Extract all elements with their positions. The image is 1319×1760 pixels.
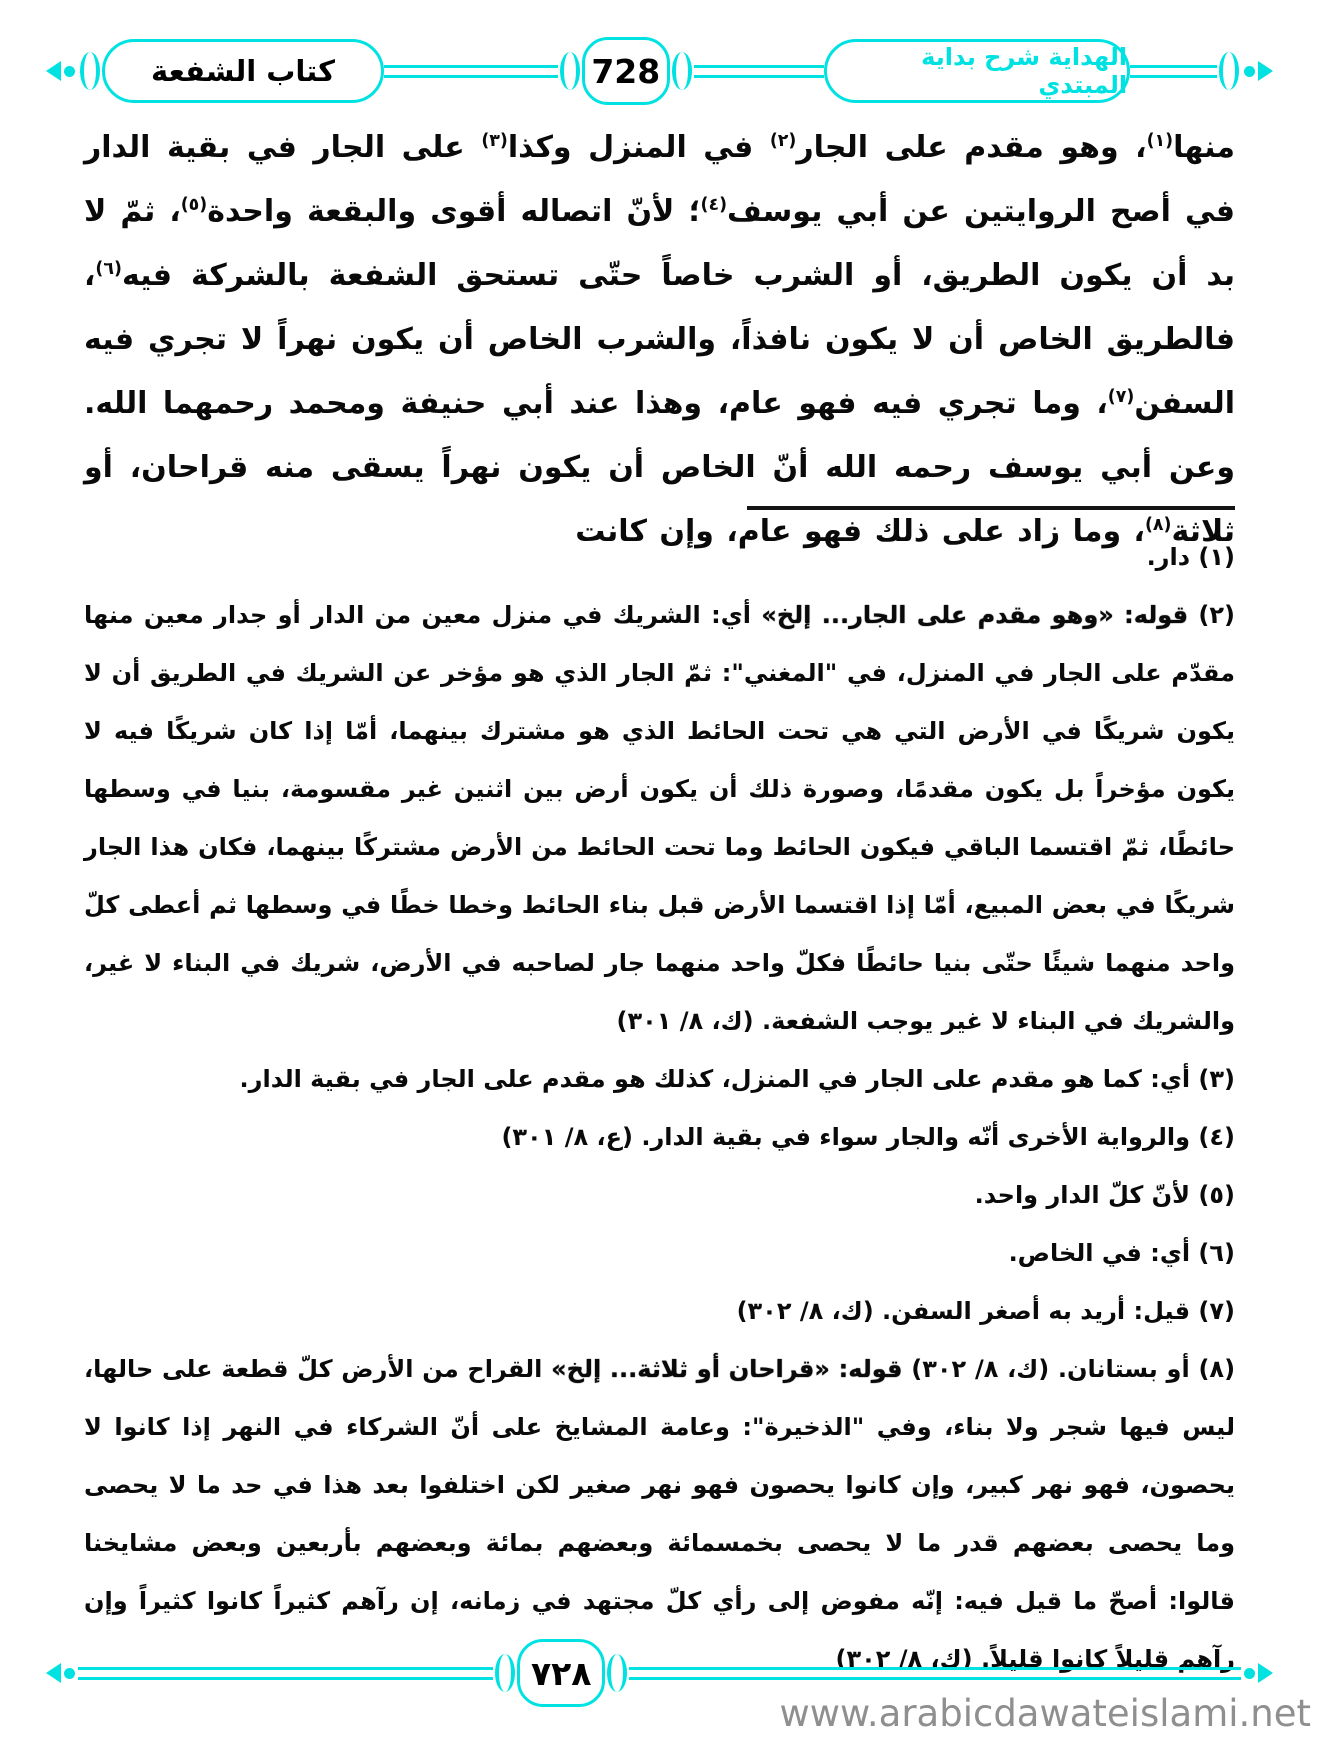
ornament-clasp-icon: [1219, 52, 1239, 90]
footnote-number: (٣): [1198, 1065, 1235, 1093]
ornament-clasp-icon: [495, 1654, 515, 1692]
ornament-dot-icon: [64, 66, 75, 77]
header-rule: [384, 65, 558, 78]
header-rule: [694, 65, 824, 78]
footnote-item: (٣) أي: كما هو مقدم على الجار في المنزل، كذلك هو مقدم على الجار في بقية الدار.: [239, 1065, 1235, 1093]
footnote-separator: [747, 506, 1235, 510]
footnote-number: (٧): [1198, 1297, 1235, 1325]
footnote-item: (٤) والرواية الأخرى أنّه والجار سواء في بقية الدار. (ع، ٨/ ٣٠١): [501, 1123, 1235, 1151]
footnote-number: (٢): [1198, 601, 1235, 629]
ornament-dot-icon: [1244, 66, 1255, 77]
footer-page-number-badge: ٧٢٨: [517, 1639, 605, 1707]
footer-rule: [78, 1667, 493, 1680]
footnote-number: (٦): [1198, 1239, 1235, 1267]
footnote-item: (٦) أي: في الخاص.: [1008, 1239, 1235, 1267]
ornament-arrow-right-icon: [1258, 61, 1273, 81]
footnotes: [84, 528, 1235, 1688]
header-rule: [1130, 65, 1217, 78]
footer-rule: [629, 1667, 1241, 1680]
ornament-clasp-icon: [607, 1654, 627, 1692]
page-header: [46, 34, 1273, 108]
main-text: منها$^{(١)}$، وهو مقدم على الجار$^{(٢)}$ في المنزل وكذا$^{(٣)}$ على الجار في بقية الدار في أصح الروايتين عن أبي يوسف$^{(٤)}$؛ لأنّ اتصاله أقوى والبقعة واحدة$^{(٥)}$، ثمّ لا بد أن يكون الطريق، أو الشرب خاصاً حتّى تستحق الشفعة بالشركة فيه$^{(٦)}$، فالطريق الخاص أن لا يكون نافذاً، والشرب الخاص أن يكون نهراً لا تجري فيه السفن$^{(٧)}$، وما تجري فيه فهو عام، وهذا عند أبي حنيفة ومحمد رحمهما الله. وعن أبي يوسف رحمه الله أنّ الخاص أن يكون نهراً يسقى منه قراحان، أو ثلاثة$^{(٨)}$، وما زاد على ذلك فهو عام، وإن كانت: [84, 130, 1235, 549]
ornament-arrow-right-icon: [1258, 1663, 1273, 1683]
footnote-item: (٢) قوله: «وهو مقدم على الجار... إلخ» أي: الشريك في منزل معين من الدار أو جدار معين منها مقدّم على الجار في المنزل، في "المغني": ثمّ الجار الذي هو مؤخر عن الشريك في الطريق أن لا يكون شريكًا في الأرض التي هي تحت الحائط الذي هو مشترك بينهما، أمّا إذا كان شريكًا فيه لا يكون مؤخراً بل يكون مقدمًا، وصورة ذلك أن يكون أرض بين اثنين غير مقسومة، بنيا في وسطها حائطًا، ثمّ اقتسما الباقي فيكون الحائط وما تحت الحائط من الأرض مشتركًا بينهما، فكان هذا الجار شريكًا في بعض المبيع، أمّا إذا اقتسما الأرض قبل بناء الحائط وخطا خطًا في وسطها ثم أعطى كلّ واحد منهما شيئًا حتّى بنيا حائطًا فكلّ واحد منهما جار لصاحبه في الأرض، شريك في البناء لا غير، والشريك في البناء لا غير يوجب الشفعة. (ك، ٨/ ٣٠١): [84, 601, 1235, 1035]
footnote-number: (٤): [1198, 1123, 1235, 1151]
footnote-item: (٥) لأنّ كلّ الدار واحد.: [974, 1181, 1235, 1209]
ornament-dot-icon: [1244, 1668, 1255, 1679]
ornament-clasp-icon: [80, 52, 100, 90]
ornament-arrow-left-icon: [46, 61, 61, 81]
footnote-item: (١) دار.: [1146, 543, 1235, 571]
footnote-item: (٧) قيل: أريد به أصغر السفن. (ك، ٨/ ٣٠٢): [736, 1297, 1235, 1325]
ornament-clasp-icon: [560, 52, 580, 90]
page-number-badge: 728: [582, 37, 670, 105]
ornament-clasp-icon: [672, 52, 692, 90]
footnote-item: (٨) أو بستانان. (ك، ٨/ ٣٠٢) قوله: «قراحان أو ثلاثة... إلخ» القراح من الأرض كلّ قطعة على حالها، ليس فيها شجر ولا بناء، وفي "الذخيرة": وعامة المشايخ على أنّ الشركاء في النهر إذا كانوا لا يحصون، فهو نهر كبير، وإن كانوا يحصون فهو نهر صغير لكن اختلفوا بعد هذا في حد ما لا يحصى وما يحصى بعضهم قدر ما لا يحصى بخمسمائة وبعضهم بمائة وبعضهم بأربعين وبعض مشايخنا قالوا: أصحّ ما قيل فيه: إنّه مفوض إلى رأي كلّ مجتهد في زمانه، إن رآهم كثيراً كانوا كثيراً وإن رآهم قليلاً كانوا قليلاً. (ك، ٨/ ٣٠٢): [84, 1355, 1236, 1673]
watermark: www.arabicdawateislami.net: [779, 1692, 1311, 1735]
footnote-number: (١): [1198, 543, 1235, 571]
ornament-arrow-left-icon: [46, 1663, 61, 1683]
series-title: الهداية شرح بداية المبتدي: [824, 39, 1130, 103]
footnote-number: (٨): [1198, 1355, 1236, 1383]
chapter-title: كتاب الشفعة: [102, 39, 384, 103]
footnote-number: (٥): [1198, 1181, 1235, 1209]
ornament-dot-icon: [64, 1668, 75, 1679]
